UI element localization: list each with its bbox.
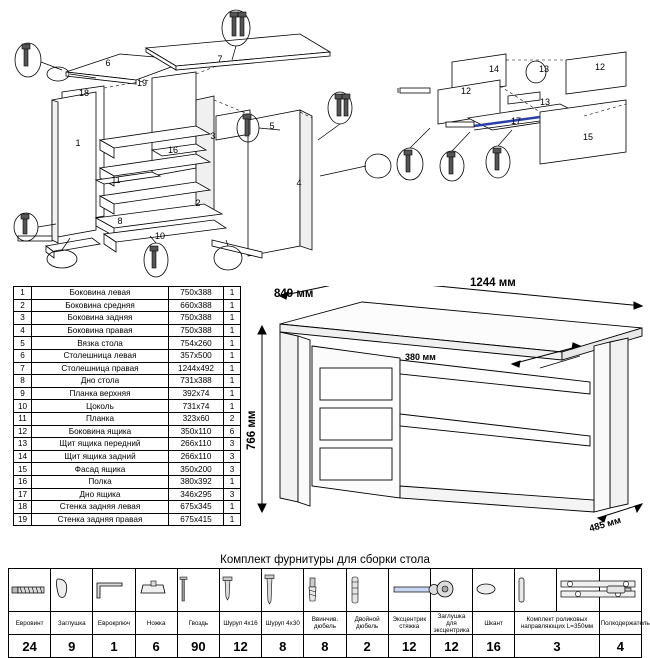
svg-text:16: 16	[167, 145, 179, 155]
parts-table	[13, 286, 241, 526]
table-row: 18 Стенка задняя левая 675x345 1	[14, 501, 241, 514]
hardware-count: 12	[430, 635, 472, 658]
table-row: 10 Цоколь 731x74 1	[14, 400, 241, 413]
hardware-count: 9	[51, 635, 93, 658]
hardware-count: 24	[9, 635, 51, 658]
svg-text:15: 15	[582, 132, 594, 142]
hardware-name: Полкодержатель	[599, 612, 641, 635]
hardware-count: 4	[599, 635, 641, 658]
hardware-count: 3	[515, 635, 599, 658]
hardware-count: 12	[388, 635, 430, 658]
hardware-icon-cell	[93, 569, 135, 612]
hardware-counts-row	[9, 635, 642, 658]
hardware-name: Ввинчив. дюбель	[304, 612, 346, 635]
hardware-name: Шкант	[473, 612, 515, 635]
svg-text:13: 13	[538, 64, 550, 74]
hardware-name: Ножка	[135, 612, 177, 635]
screw-icon	[10, 583, 50, 597]
hardware-count: 8	[304, 635, 346, 658]
hardware-icon-cell	[599, 569, 641, 612]
hardware-name: Еврокрлюч	[93, 612, 135, 635]
svg-text:11: 11	[111, 175, 121, 185]
hardware-name: Гвоздь	[177, 612, 219, 635]
svg-text:6: 6	[105, 58, 111, 68]
double-dowel-icon	[348, 574, 362, 606]
nail-icon	[179, 575, 189, 605]
svg-text:4: 4	[296, 178, 302, 188]
hardware-count: 12	[219, 635, 261, 658]
table-row: 7 Столешница правая 1244x492 1	[14, 362, 241, 375]
svg-text:1: 1	[75, 138, 81, 148]
table-row: 4 Боковина правая 750x388 1	[14, 324, 241, 337]
dim-height: 766 мм	[246, 410, 258, 450]
hardware-table	[8, 568, 650, 658]
svg-text:3: 3	[210, 131, 216, 141]
hardware-icon-cell	[177, 569, 219, 612]
hardware-count: 16	[473, 635, 515, 658]
hardware-icon-cell	[9, 569, 51, 612]
hardware-name: Комплект роликовых направляющих L=350мм	[515, 612, 599, 635]
hardware-icon-cell	[557, 569, 599, 612]
svg-text:12: 12	[460, 86, 472, 96]
hardware-name: Эксцентрик стяжка	[388, 612, 430, 635]
hardware-name: Шуруп 4х16	[219, 612, 261, 635]
exploded-diagram	[0, 0, 650, 286]
hardware-icons-row	[9, 569, 642, 612]
dim-inner-depth: 380 мм	[405, 352, 436, 362]
cap-icon	[52, 577, 72, 603]
table-row: 8 Дно стола 731x388 1	[14, 375, 241, 388]
table-row: 5 Вязка стола 754x260 1	[14, 337, 241, 350]
svg-text:14: 14	[488, 64, 500, 74]
parts-table-body	[14, 287, 241, 526]
table-row: 12 Боковина ящика 350x110 6	[14, 425, 241, 438]
table-row: 11 Планка 323x60 2	[14, 412, 241, 425]
hardware-count: 8	[262, 635, 304, 658]
svg-text:17: 17	[510, 116, 522, 126]
hardware-name: Шуруп 4х30	[262, 612, 304, 635]
hardware-count: 1	[93, 635, 135, 658]
peg-icon	[474, 579, 498, 601]
svg-text:19: 19	[136, 78, 148, 88]
hardware-count: 90	[177, 635, 219, 658]
svg-text:8: 8	[117, 216, 123, 226]
table-row: 3 Боковина задняя 750x388 1	[14, 312, 241, 325]
hardware-icon-cell	[262, 569, 304, 612]
assembled-view	[250, 286, 650, 546]
dim-depth: 485 мм	[588, 515, 623, 535]
hardware-icon-cell	[515, 569, 557, 612]
dowel-icon	[305, 575, 321, 605]
svg-text:10: 10	[154, 231, 166, 241]
svg-text:5: 5	[269, 121, 275, 131]
table-row: 6 Столешница левая 357x500 1	[14, 349, 241, 362]
hardware-icon-cell	[430, 569, 472, 612]
hardware-count: 2	[346, 635, 388, 658]
hardware-title: Комплект фурнитуры для сборки стола	[220, 554, 430, 566]
table-row: 14 Щит ящика задний 266x110 3	[14, 450, 241, 463]
hardware-names-row	[9, 612, 642, 635]
table-row: 19 Стенка задняя правая 675x415 1	[14, 513, 241, 526]
hardware-icon-cell	[135, 569, 177, 612]
hardware-name: Евровинт	[9, 612, 51, 635]
hardware-icon-cell	[346, 569, 388, 612]
hardware-icon-cell	[219, 569, 261, 612]
hardware-name: Двойной дюбель	[346, 612, 388, 635]
svg-text:18: 18	[78, 88, 90, 98]
hardware-icon-cell	[473, 569, 515, 612]
table-row: 2 Боковина средняя 660x388 1	[14, 299, 241, 312]
svg-text:2: 2	[195, 198, 201, 208]
foot-icon	[137, 579, 171, 601]
svg-text:12: 12	[594, 62, 606, 72]
dim-length-top: 1244 мм	[470, 277, 516, 289]
hardware-name: Заглушка для эксцентрика	[430, 612, 472, 635]
screw-long-icon	[263, 573, 277, 607]
hardware-icon-cell	[388, 569, 430, 612]
hardware-icon-cell	[51, 569, 93, 612]
hardware-icon-cell	[304, 569, 346, 612]
screw-small-icon	[221, 575, 235, 605]
svg-text:13: 13	[539, 97, 551, 107]
table-row: 9 Планка верхняя 392x74 1	[14, 387, 241, 400]
hardware-name: Заглушка	[51, 612, 93, 635]
hex-key-icon	[94, 579, 128, 601]
table-row: 17 Дно ящика 346x295 3	[14, 488, 241, 501]
table-row: 15 Фасад ящика 350x200 3	[14, 463, 241, 476]
table-row: 13 Щит ящика передний 266x110 3	[14, 438, 241, 451]
table-row: 16 Полка 380x392 1	[14, 475, 241, 488]
svg-text:7: 7	[217, 54, 223, 64]
dim-width-top: 849 мм	[274, 288, 314, 300]
peg-icon	[516, 575, 528, 605]
table-row: 1 Боковина левая 750x388 1	[14, 287, 241, 300]
hardware-count: 6	[135, 635, 177, 658]
